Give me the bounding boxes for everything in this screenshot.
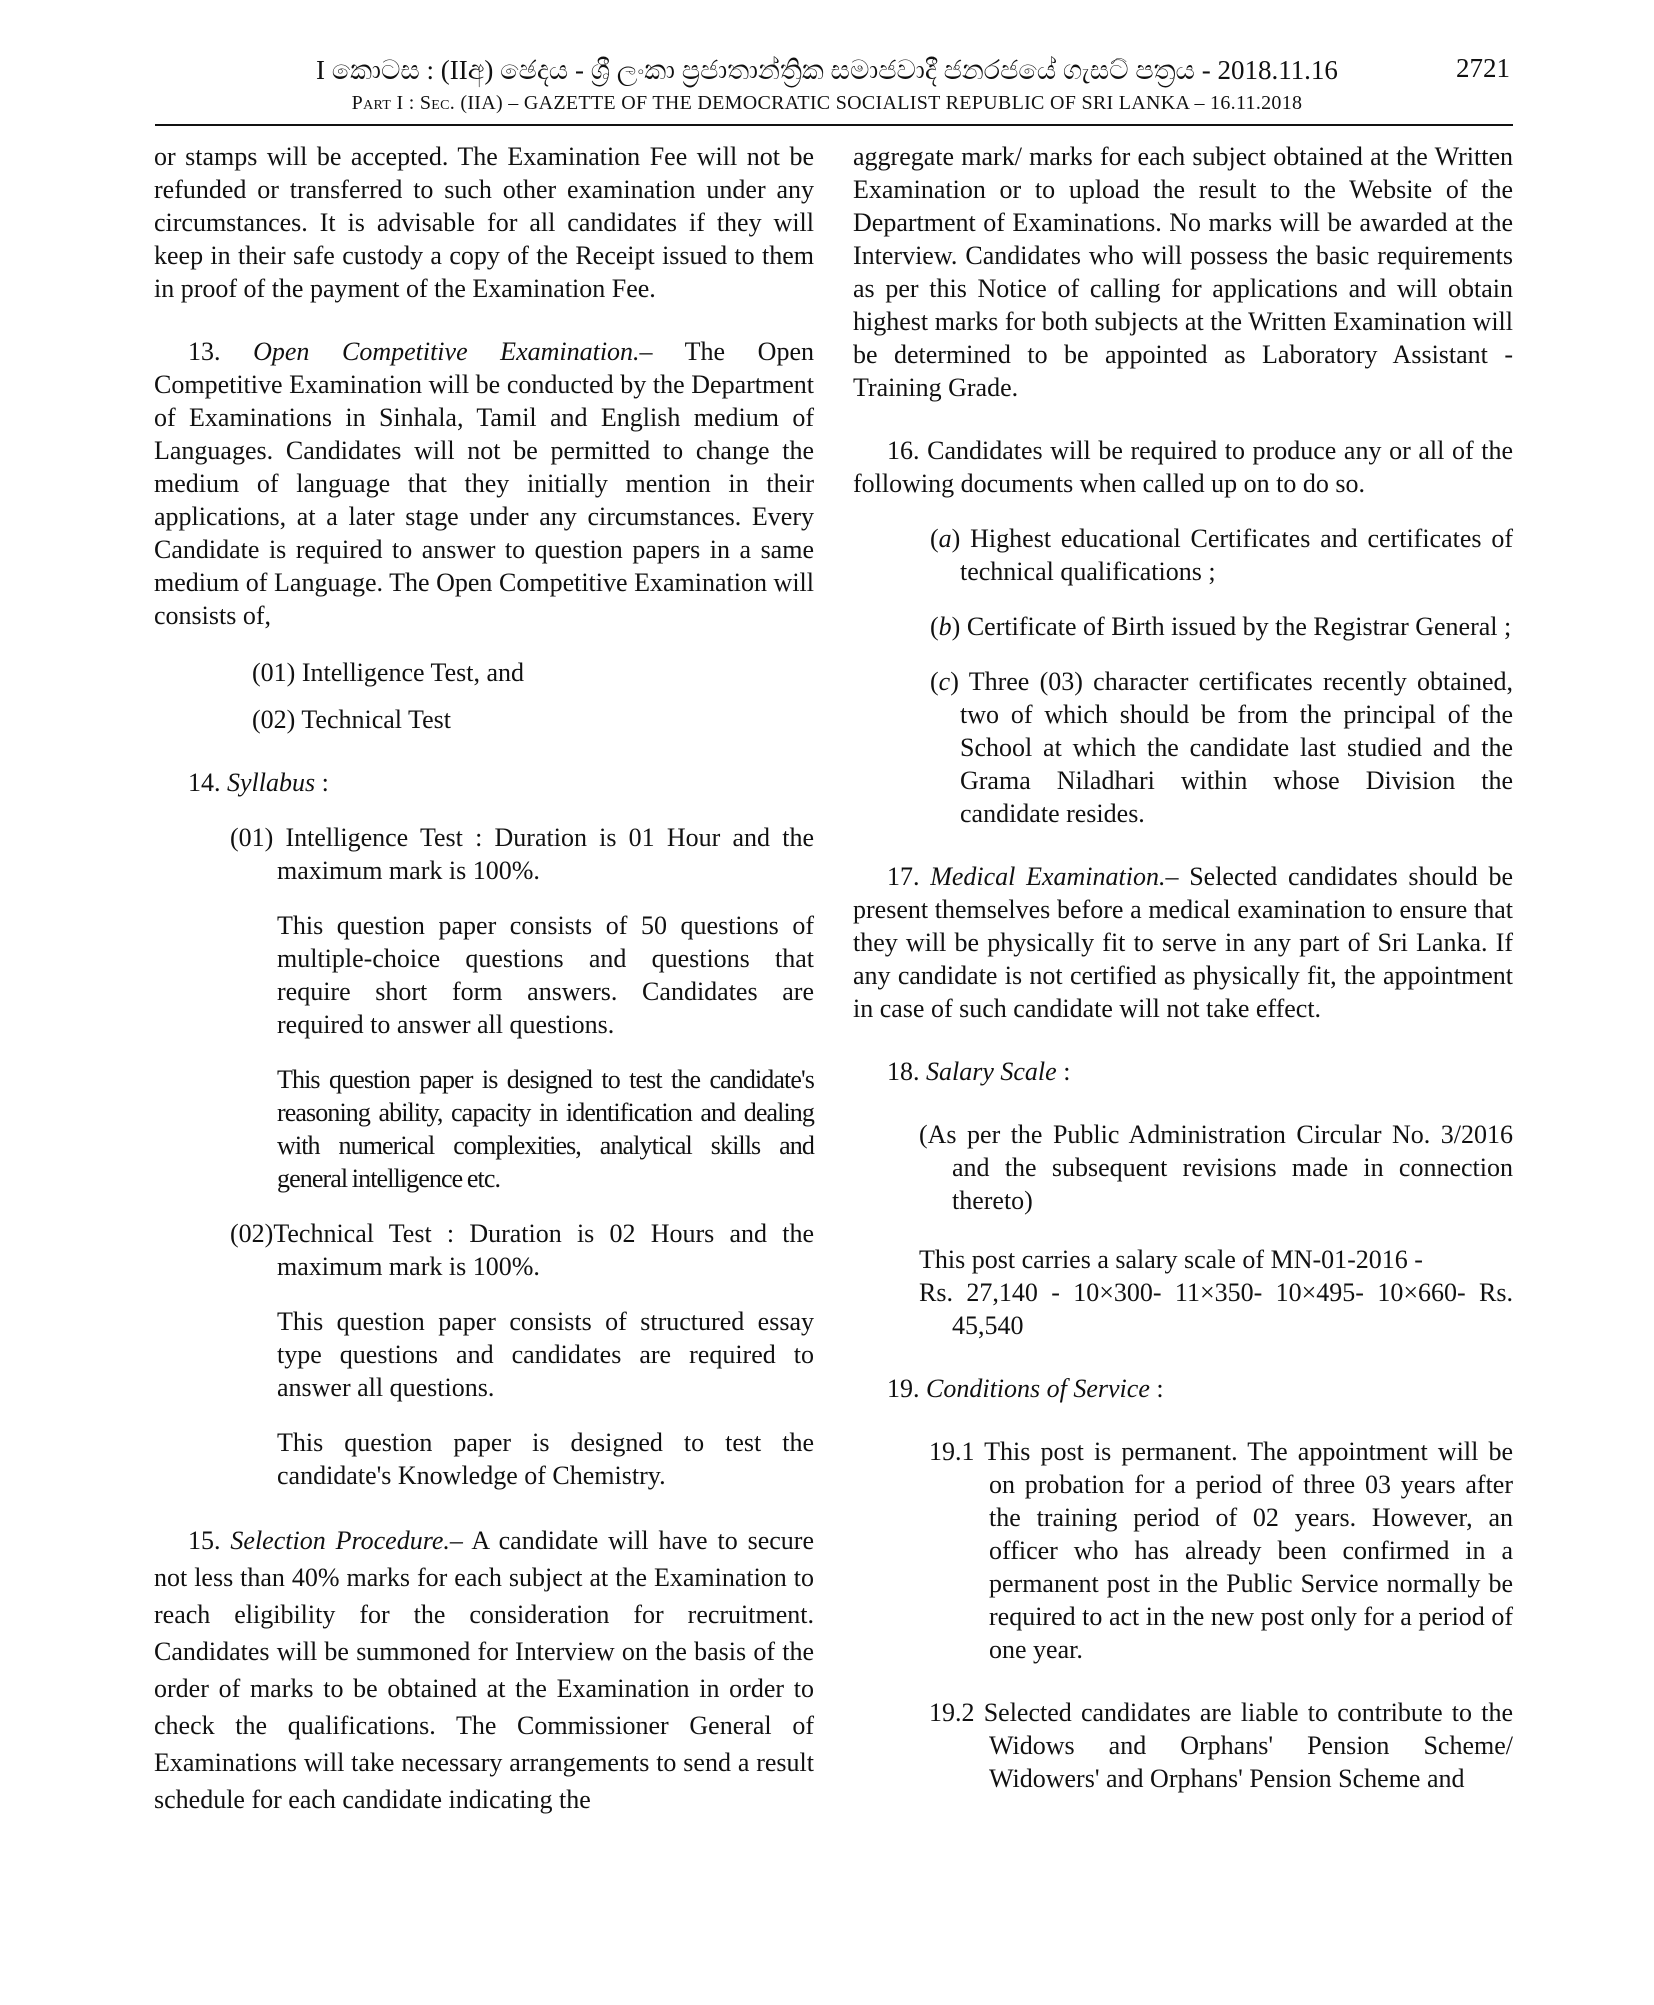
salary-scale-line-1: This post carries a salary scale of MN-01-2016 - bbox=[919, 1245, 1423, 1274]
header-sinhala-line: I කොටස : (IIඅ) ඡෙදය - ශ්‍රී ලංකා ප්‍රජාතාන්ත්‍රික සමාජවාදී ජනරජයේ ගැසට් පත්‍රය - 2018.11.16 bbox=[316, 55, 1338, 85]
section-16: 16. Candidates will be required to produce any or all of the following documents when called up on to do so. bbox=[853, 436, 1513, 498]
condition-19-2: 19.2 Selected candidates are liable to contribute to the Widows and Orphans' Pension Scheme/ Widowers' and Orphans' Pension Scheme and bbox=[929, 1698, 1513, 1793]
header-rule bbox=[155, 124, 1513, 126]
section-13 bbox=[154, 335, 814, 632]
section-17-text: Selected candidates should be present themselves before a medical examination to ensure that they will be physically fit to serve in any part of Sri Lanka. If any candidate is not certified as physically fit, the appointment in case of such candidate will not take effect. bbox=[853, 862, 1513, 1023]
section-13-item-1: (01) Intelligence Test, and bbox=[252, 658, 525, 687]
section-19-heading bbox=[887, 1372, 1513, 1405]
header-english-line bbox=[0, 90, 1654, 116]
section-17-title: Medical Examination.– bbox=[930, 862, 1179, 891]
document-item-c-label: c bbox=[938, 667, 951, 696]
section-15-text: A candidate will have to secure not less than 40% marks for each subject at the Examination to reach eligibility for the consideration for recruitment. Candidates will be summoned for Interview on the basis of the order of marks to be obtained at the Examination in order to check the qualifications. The Commissioner General of Examinations will take necessary arrangements to send a result schedule for each candidate indicating the bbox=[154, 1526, 814, 1814]
syllabus-item-2: (02)Technical Test : Duration is 02 Hours and the maximum mark is 100%. bbox=[230, 1219, 814, 1281]
section-18-heading bbox=[887, 1055, 1513, 1088]
section-15-title: Selection Procedure.– bbox=[230, 1526, 463, 1555]
section-15 bbox=[154, 1522, 814, 1818]
section-17-number: 17. bbox=[887, 862, 931, 891]
section-14-title: Syllabus bbox=[227, 768, 316, 797]
document-item-c-text: Three (03) character certificates recently obtained, two of which should be from the principal of the School at which the candidate last studied and the Grama Niladhari within whose Division the candidate resides. bbox=[960, 667, 1513, 828]
section-19-colon: : bbox=[1149, 1374, 1164, 1403]
section-13-title: Open Competitive Examination.– bbox=[253, 337, 653, 366]
header-gazette-title: (IIA) – GAZETTE OF THE DEMOCRATIC SOCIALIST REPUBLIC OF SRI LANKA – 16.11.2018 bbox=[460, 92, 1303, 114]
section-13-text: The Open Competitive Examination will be conducted by the Department of Examinations in Sinhala, Tamil and English medium of Languages. Candidates will not be permitted to change the medium of language that they initially mention in their applications, at a later stage under any circumstances. Every Candidate is required to answer to question papers in a same medium of Language. The Open Competitive Examination will consists of, bbox=[154, 337, 814, 630]
salary-circular-note: (As per the Public Administration Circular No. 3/2016 and the subsequent revisions made in connection thereto) bbox=[919, 1120, 1513, 1215]
syllabus-item-2-paragraph-1: This question paper consists of structured essay type questions and candidates are required to answer all questions. bbox=[277, 1307, 814, 1402]
salary-scale-line-2: Rs. 27,140 - 10×300- 11×350- 10×495- 10×660- Rs. 45,540 bbox=[919, 1278, 1513, 1340]
section-14-number: 14. bbox=[188, 768, 227, 797]
syllabus-item-2-paragraph-2: This question paper is designed to test the candidate's Knowledge of Chemistry. bbox=[277, 1428, 814, 1490]
document-item-a-text: Highest educational Certificates and certificates of technical qualifications ; bbox=[960, 524, 1513, 586]
paragraph-selection-continuation: aggregate mark/ marks for each subject obtained at the Written Examination or to upload the result to the Website of the Department of Examinations. No marks will be awarded at the Interview. Candidates who will possess the basic requirements as per this Notice of calling for applications and will obtain highest marks for both subjects at the Written Examination will be determined to be appointed as Laboratory Assistant -Training Grade. bbox=[853, 142, 1513, 402]
document-item-b-label: b bbox=[938, 612, 952, 641]
syllabus-item-1-paragraph-1: This question paper consists of 50 questions of multiple-choice questions and questions that require short form answers. Candidates are required to answer all questions. bbox=[277, 911, 814, 1039]
syllabus-item-1: (01) Intelligence Test : Duration is 01 Hour and the maximum mark is 100%. bbox=[230, 823, 814, 885]
section-13-number: 13. bbox=[188, 337, 254, 366]
section-18-number: 18. bbox=[887, 1057, 926, 1086]
section-17 bbox=[853, 860, 1513, 1025]
section-15-number: 15. bbox=[188, 1526, 231, 1555]
condition-19-1: 19.1 This post is permanent. The appointment will be on probation for a period of three 03 years after the training period of 02 years. However, an officer who has already been confirmed in a permanent post in the Public Service normally be required to act in the new post only for a period of one year. bbox=[929, 1437, 1513, 1664]
section-18-colon: : bbox=[1056, 1057, 1071, 1086]
section-13-item-2: (02) Technical Test bbox=[252, 705, 451, 734]
document-item-a-label: a bbox=[938, 524, 952, 553]
paragraph-fee-continuation: or stamps will be accepted. The Examination Fee will not be refunded or transferred to such other examination under any circumstances. It is advisable for all candidates if they will keep in their safe custody a copy of the Receipt issued to them in proof of the payment of the Examination Fee. bbox=[154, 142, 814, 303]
section-19-title: Conditions of Service bbox=[926, 1374, 1150, 1403]
section-14-colon: : bbox=[315, 768, 329, 797]
document-item-b: (b) Certificate of Birth issued by the Registrar General ; bbox=[930, 612, 1512, 641]
section-18-title: Salary Scale bbox=[926, 1057, 1057, 1086]
right-column bbox=[853, 140, 1513, 1795]
document-item-b-text: Certificate of Birth issued by the Registrar General ; bbox=[966, 612, 1512, 641]
section-19-number: 19. bbox=[887, 1374, 926, 1403]
header-part-label: Part I : Sec. bbox=[351, 92, 456, 114]
document-item-a: (a) Highest educational Certificates and certificates of technical qualifications ; bbox=[930, 524, 1513, 586]
document-item-c: (c) Three (03) character certificates recently obtained, two of which should be from the principal of the School at which the candidate last studied and the Grama Niladhari within whose Division the candidate resides. bbox=[930, 667, 1513, 828]
left-column bbox=[154, 140, 814, 1818]
section-14-heading bbox=[188, 766, 814, 799]
syllabus-item-1-paragraph-2: This question paper is designed to test the candidate's reasoning ability, capacity in identification and dealing with numerical complexities, analytical skills and general intelligence etc. bbox=[277, 1065, 814, 1193]
page-number: 2721 bbox=[1456, 53, 1510, 83]
